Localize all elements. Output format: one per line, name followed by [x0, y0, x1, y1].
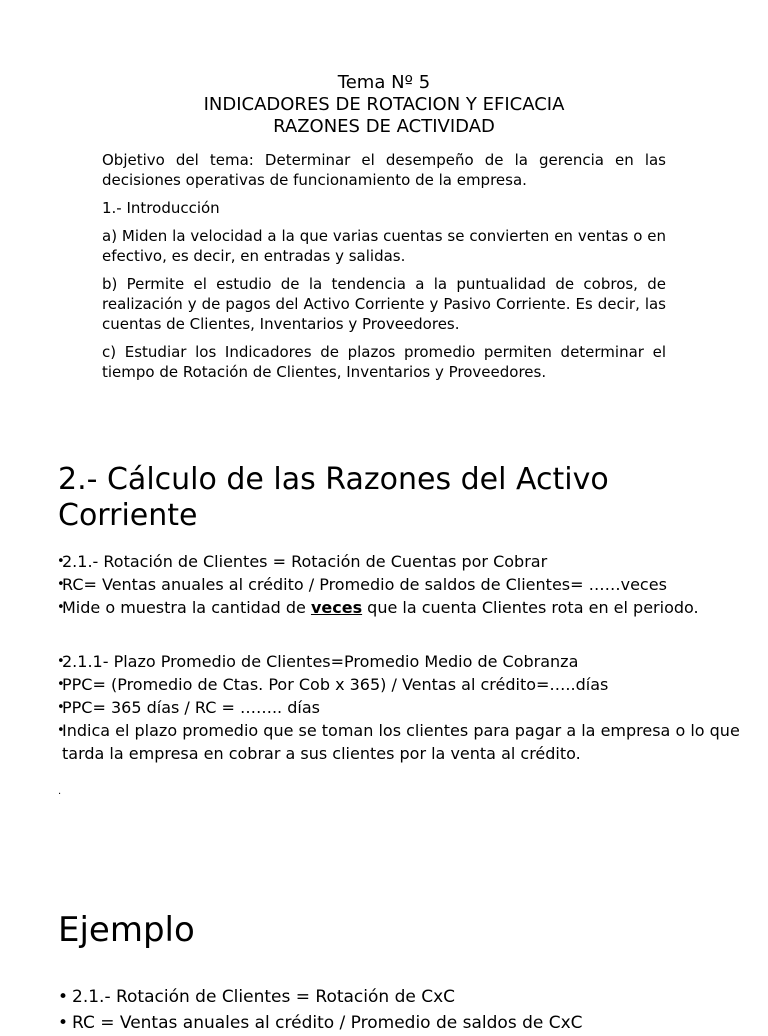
topic-number: Tema Nº 5 — [337, 72, 431, 93]
ppc-bullet-list — [58, 650, 748, 765]
list-item: • 2.1.1- Plazo Promedio de Clientes=Promedio Medio de Cobranza — [58, 650, 748, 673]
emphasized-word: veces — [310, 598, 363, 617]
stray-dot: . — [58, 786, 62, 797]
topic-title: INDICADORES DE ROTACION Y EFICACIA — [203, 94, 565, 115]
list-item: • 2.1.- Rotación de Clientes = Rotación de Cuentas por Cobrar — [58, 550, 748, 573]
slide3-title: Ejemplo — [58, 910, 195, 950]
objective-paragraph: Objetivo del tema: Determinar el desempeño de la gerencia en las decisiones operativas de funcionamiento de la empresa. — [102, 151, 666, 189]
example-bullet-list — [58, 984, 748, 1036]
list-item — [58, 596, 748, 619]
point-a-paragraph: a) Miden la velocidad a la que varias cuentas se convierten en ventas o en efectivo, es decir, en entradas y salidas. — [102, 227, 666, 265]
topic-subtitle: RAZONES DE ACTIVIDAD — [273, 116, 495, 137]
intro-heading: 1.- Introducción — [102, 199, 220, 217]
slide1-header — [0, 72, 768, 138]
slide2-title: 2.- Cálculo de las Razones del Activo Corriente — [58, 462, 609, 533]
list-item: • RC = Ventas anuales al crédito / Promedio de saldos de CxC — [58, 1010, 748, 1036]
slide1-body — [102, 150, 666, 390]
list-item: • Indica el plazo promedio que se toman los clientes para pagar a la empresa o lo que tarda la empresa en cobrar a sus clientes por la venta al crédito. — [58, 719, 748, 765]
list-item-text: que la cuenta Clientes rota en el periodo. — [362, 598, 699, 617]
point-b-paragraph: b) Permite el estudio de la tendencia a la puntualidad de cobros, de realización y de pagos del Activo Corriente y Pasivo Corriente. Es decir, las cuentas de Clientes, Inventarios y Proveedores. — [102, 275, 666, 333]
list-item-text: Mide o muestra la cantidad de — [62, 598, 311, 617]
list-item: • RC= Ventas anuales al crédito / Promedio de saldos de Clientes= ……veces — [58, 573, 748, 596]
point-c-paragraph: c) Estudiar los Indicadores de plazos promedio permiten determinar el tiempo de Rotación de Clientes, Inventarios y Proveedores. — [102, 343, 666, 381]
list-item: • PPC= (Promedio de Ctas. Por Cob x 365) / Ventas al crédito=…..días — [58, 673, 748, 696]
list-item: • PPC= 365 días / RC = …….. días — [58, 696, 748, 719]
rc-bullet-list — [58, 550, 748, 619]
list-item: • 2.1.- Rotación de Clientes = Rotación de CxC — [58, 984, 748, 1010]
